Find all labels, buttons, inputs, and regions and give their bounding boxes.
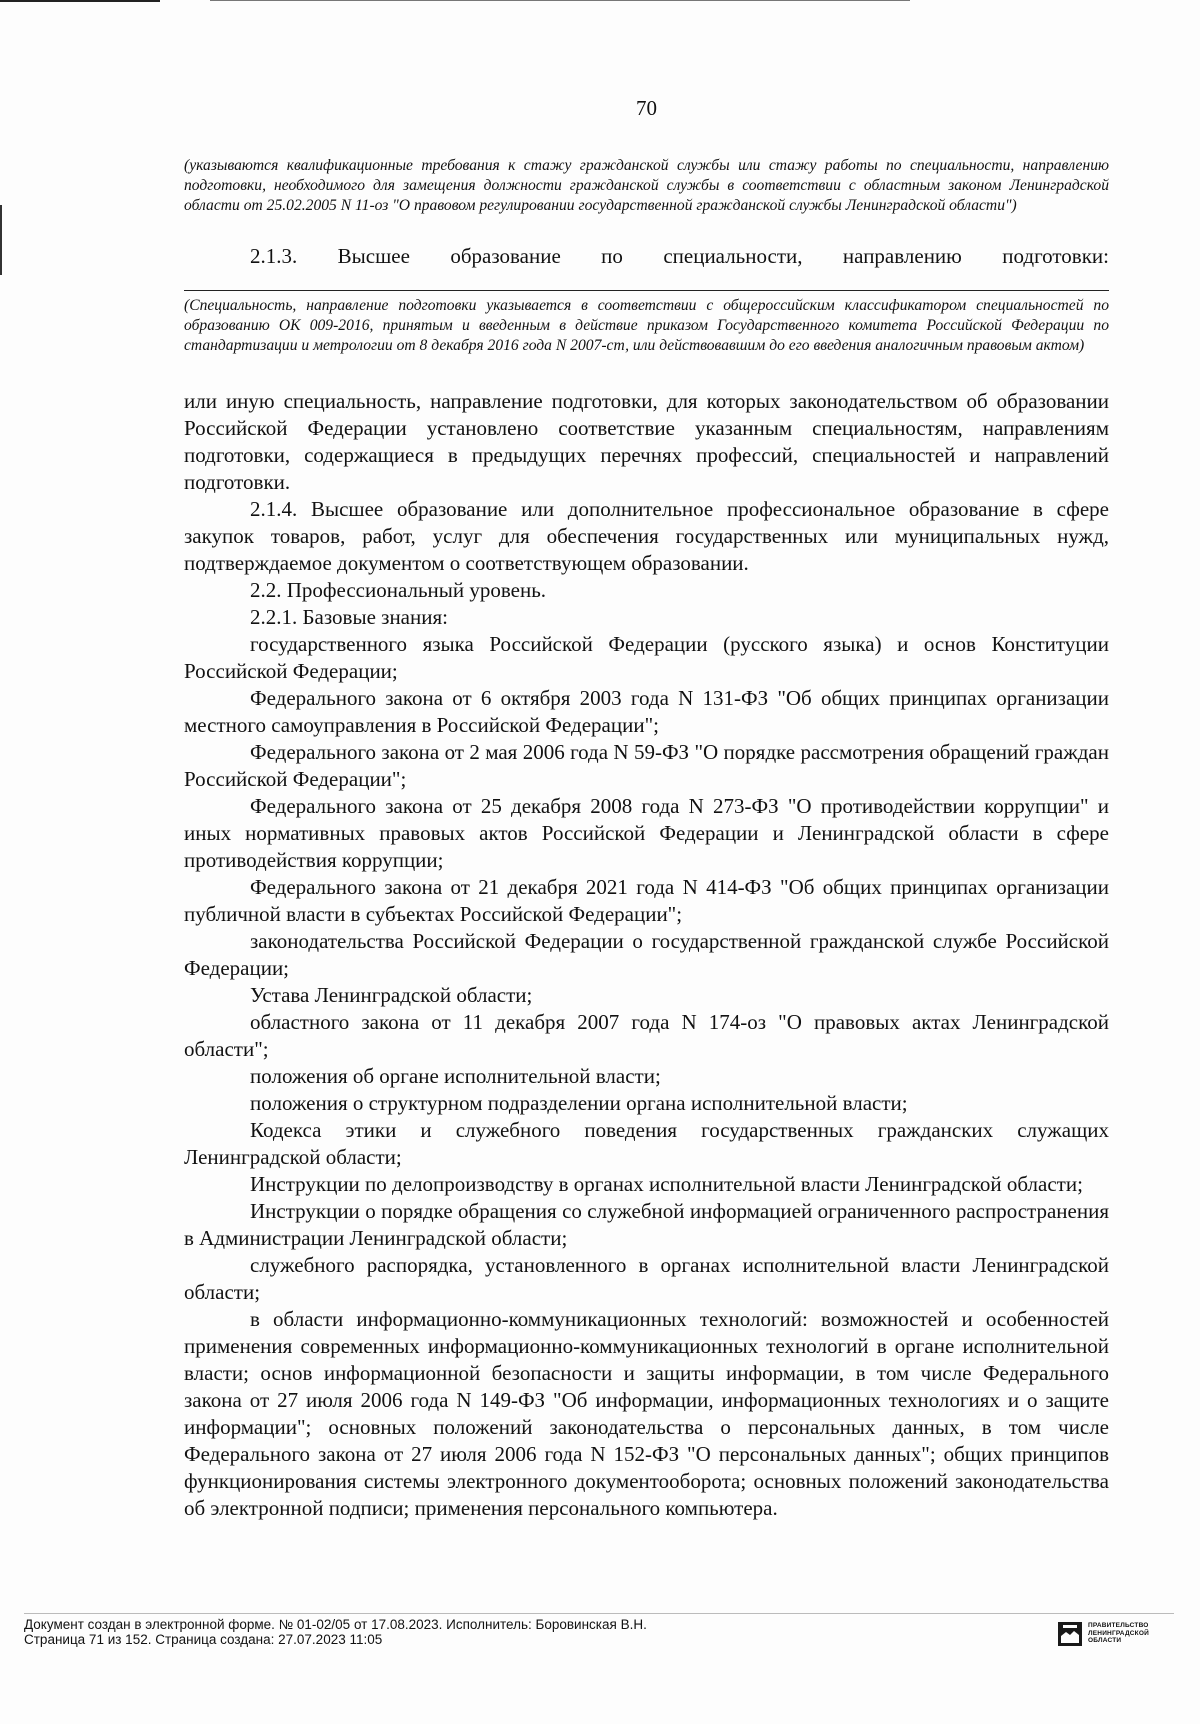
footer-line-1: Документ создан в электронной форме. № 01-02/05 от 17.08.2023. Исполнитель: Боровинская В.Н.: [24, 1617, 647, 1632]
paragraph: положения о структурном подразделении органа исполнительной власти;: [250, 1091, 908, 1115]
blank-fill-line: [184, 290, 1109, 291]
paragraph: или иную специальность, направление подготовки, для которых законодательством об образовании Российской Федерации установлено соответствие указанным специальностям, направлениям подготовки, содержащиеся в предыдущих перечнях профессий, специальностей и направлений подготовки.: [184, 389, 1109, 494]
logo-text-line: ПРАВИТЕЛЬСТВО: [1088, 1622, 1149, 1629]
paragraph: Инструкции о порядке обращения со служебной информацией ограниченного распространения в Администрации Ленинградской области;: [184, 1199, 1109, 1250]
paragraph: Устава Ленинградской области;: [250, 983, 533, 1007]
qualification-note: (указываются квалификационные требования к стажу гражданской службы или стажу работы по специальности, направлению подготовки, необходимого для замещения должности гражданской службы в соответствии с областным законом Ленинградской области от 25.02.2005 N 11-оз "О правовом регулировании государственной гражданской службы Ленинградской области"): [184, 157, 1109, 214]
paragraph: государственного языка Российской Федерации (русского языка) и основ Конституции Российской Федерации;: [184, 632, 1109, 683]
paragraph: областного закона от 11 декабря 2007 года N 174-оз "О правовых актах Ленинградской области";: [184, 1010, 1109, 1061]
paragraph: Федерального закона от 21 декабря 2021 года N 414-ФЗ "Об общих принципах организации публичной власти в субъектах Российской Федерации";: [184, 875, 1109, 926]
paragraph: в области информационно-коммуникационных технологий: возможностей и особенностей применения современных информационно-коммуникационных технологий в органе исполнительной власти; основ информационной безопасности и защиты информации, в том числе Федерального закона от 27 июля 2006 года N 149-ФЗ "Об информации, информационных технологиях и о защите информации"; основных положений законодательства о персональных данных, в том числе Федерального закона от 27 июля 2006 года N 152-ФЗ "О персональных данных"; общих принципов функционирования системы электронного документооборота; основных положений законодательства об электронной подписи; применения персонального компьютера.: [184, 1307, 1109, 1520]
paragraph: Федерального закона от 25 декабря 2008 года N 273-ФЗ "О противодействии коррупции" и иных нормативных правовых актов Российской Федерации и Ленинградской области в сфере противодействия коррупции;: [184, 794, 1109, 872]
coat-of-arms-icon: [1058, 1622, 1082, 1646]
scan-edge-line: [0, 0, 160, 2]
scan-edge-mark: [0, 205, 2, 275]
scan-edge-line: [210, 0, 910, 1]
paragraph: положения об органе исполнительной власти;: [250, 1064, 661, 1088]
paragraph: 2.2.1. Базовые знания:: [250, 605, 448, 629]
document-body: [184, 388, 1109, 1522]
paragraph: законодательства Российской Федерации о государственной гражданской службе Российской Федерации;: [184, 929, 1109, 980]
item-2-1-3: 2.1.3. Высшее образование по специальности, направлению подготовки:: [250, 244, 1109, 268]
paragraph: служебного распорядка, установленного в органах исполнительной власти Ленинградской области;: [184, 1253, 1109, 1304]
paragraph: 2.2. Профессиональный уровень.: [250, 578, 547, 602]
paragraph: Инструкции по делопроизводству в органах исполнительной власти Ленинградской области;: [250, 1172, 1083, 1196]
paragraph: Федерального закона от 6 октября 2003 года N 131-ФЗ "Об общих принципах организации местного самоуправления в Российской Федерации";: [184, 686, 1109, 737]
footer-divider: [24, 1613, 1174, 1614]
logo-text-line: ОБЛАСТИ: [1088, 1637, 1122, 1644]
paragraph: 2.1.4. Высшее образование или дополнительное профессиональное образование в сфере закупок товаров, работ, услуг для обеспечения государственных или муниципальных нужд, подтверждаемое документом о соответствующем образовании.: [184, 497, 1109, 575]
logo-text-line: ЛЕНИНГРАДСКОЙ: [1088, 1629, 1149, 1637]
logo-text: [1088, 1622, 1149, 1645]
page-number: 70: [636, 96, 657, 120]
paragraph: Кодекса этики и служебного поведения государственных гражданских служащих Ленинградской области;: [184, 1118, 1109, 1169]
footer-line-2: Страница 71 из 152. Страница создана: 27.07.2023 11:05: [24, 1632, 383, 1647]
specialty-note: (Специальность, направление подготовки указывается в соответствии с общероссийским классификатором специальностей по образованию ОК 009-2016, принятым и введенным в действие приказом Государственного комитета Российской Федерации по стандартизации и метрологии от 8 декабря 2016 года N 2007-ст, или действовавшим до его введения аналогичным правовым актом): [184, 297, 1109, 354]
footer: [24, 1617, 647, 1647]
paragraph: Федерального закона от 2 мая 2006 года N 59-ФЗ "О порядке рассмотрения обращений граждан Российской Федерации";: [184, 740, 1109, 791]
